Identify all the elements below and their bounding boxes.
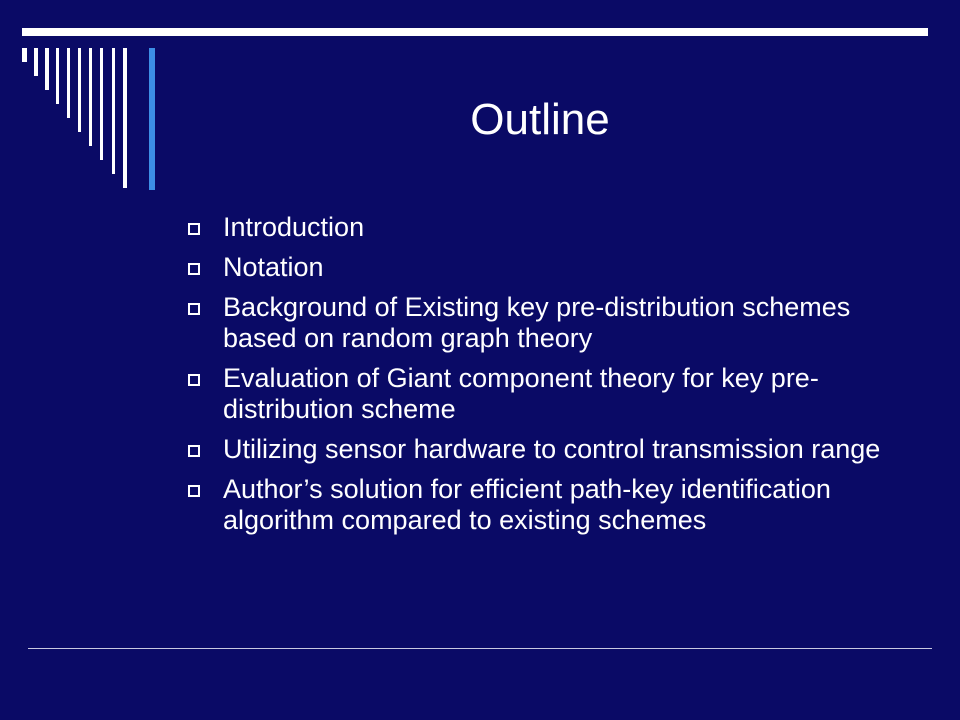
bottom-rule [28, 648, 932, 649]
bullet-item [186, 434, 886, 465]
bullet-text: Notation [223, 252, 324, 282]
bullet-text: Author’s solution for efficient path-key identification algorithm compared to existing schemes [223, 474, 831, 535]
hollow-square-icon [188, 485, 200, 497]
bullet-item [186, 474, 886, 536]
bullet-text: Introduction [223, 212, 365, 242]
hollow-square-icon [188, 303, 200, 315]
bullet-text: Evaluation of Giant component theory for key pre-distribution scheme [223, 363, 819, 424]
bullet-item [186, 252, 886, 283]
bullet-text: Utilizing sensor hardware to control transmission range [223, 434, 881, 464]
hollow-square-icon [188, 445, 200, 457]
bullet-list [186, 212, 886, 545]
hollow-square-icon [188, 223, 200, 235]
hollow-square-icon [188, 263, 200, 275]
decorative-stripes [0, 0, 200, 200]
hollow-square-icon [188, 374, 200, 386]
bullet-item [186, 363, 886, 425]
bullet-item [186, 292, 886, 354]
bullet-text: Background of Existing key pre-distribution schemes based on random graph theory [223, 292, 851, 353]
slide-title: Outline [470, 95, 610, 144]
bullet-item [186, 212, 886, 243]
